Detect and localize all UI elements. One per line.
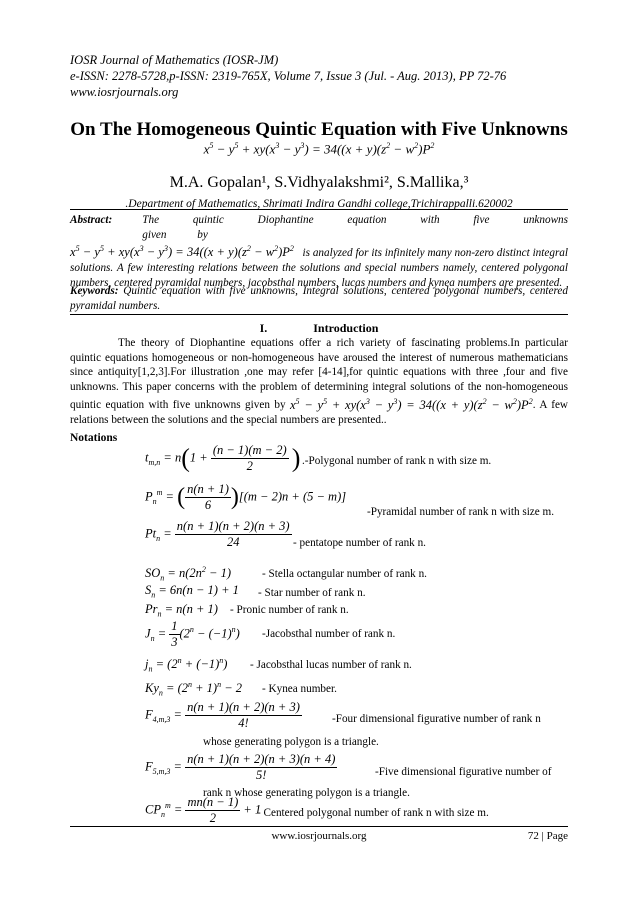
formula-pentatope: $Pt_n$ = $\frac{n(n + 1)(n + 2)(n + 3)}{24}$ [145,519,290,549]
affiliation: .Department of Mathematics, Shrimati Indira Gandhi college,Trichirappalli.620002 [125,198,513,210]
desc-f5-b: rank n whose generating polygon is a triangle. [203,787,410,799]
paper-title: On The Homogeneous Quintic Equation with Five Unknowns [70,119,568,140]
formula-f4: $F_{4,m,3}$ = $\frac{n(n + 1)(n + 2)(n + 3)}{4!}$ [145,700,300,730]
abstract-label: Abstract: [70,214,113,226]
desc-f4-b: whose generating polygon is a triangle. [203,736,379,748]
desc-star: - Star number of rank n. [258,587,366,599]
formula-jacobsthal: $J_n$ = $\frac{1}{3}$ $(2^n - (-1)^n)$ [145,619,240,649]
journal-name: IOSR Journal of Mathematics (IOSR-JM) [70,53,279,67]
intro-paragraph [70,336,568,428]
section-number: I. [259,321,268,335]
notations-label: Notations [70,432,118,444]
section-heading [0,321,638,336]
authors: M.A. Gopalan¹, S.Vidhyalakshmi², S.Mallika,³ [169,174,469,191]
intro-equation: $x^5 - y^5 + xy(x^3 - y^3) = 34((x + y)(z^2 - w^2)P^2$ [289,396,533,412]
desc-polygonal: .-Polygonal number of rank n with size m. [302,455,492,467]
formula-star: $S_n = 6n(n - 1) + 1$ [145,583,239,600]
formula-polygonal: $t_{m,n} = n(1$ + $\frac{(n - 1)(m - 2)}{2}$ ) [145,443,301,473]
desc-f5-a: -Five dimensional figurative number of [375,766,552,778]
footer-rule [70,826,568,827]
formula-stella: $SO_n = n(2n^2 - 1)$ [145,565,231,583]
keywords [70,284,568,313]
keywords-label: Keywords: [70,285,119,297]
desc-pentatope: - pentatope number of rank n. [293,537,426,549]
desc-pronic: - Pronic number of rank n. [230,604,349,616]
abstract-equation: $x^5 - y^5 + xy(x^3 - y^3) = 34((x + y)(z^2 - w^2)P^2$ [70,244,294,260]
intro-text: The theory of Diophantine equations offer a rich variety of fascinating problems.In particular quintic equations homogeneous or non-homogeneous have aroused the interest of numerous mathematicians since antiquity[1,2,3].For illustration ,one may refer [4-14],for quintic equations with three ,four and five unknowns. This paper concerns with the problem of determining integral solutions of the non-homogeneous quintic equation with five unknowns given by [70,337,568,412]
footer-url[interactable]: www.iosrjournals.org [271,830,367,842]
section-title: Introduction [313,321,379,335]
formula-pronic: $Pr_n = n(n + 1)$ [145,602,218,619]
journal-issn: e-ISSN: 2278-5728,p-ISSN: 2319-765X, Volume 7, Issue 3 (Jul. - Aug. 2013), PP 72-76 [70,69,507,83]
journal-header [70,52,506,100]
formula-pyramidal: $P_n^m$ = ( $\frac{n(n + 1)}{6}$ )[(m − 2)n + (5 − m)] [145,482,347,512]
abstract-body: is analyzed for its infinitely many non-zero distinct integral solutions. A few interesting relations between the solutions and special numbers namely, centered polygonal numbers, centered pyramidal numbers, jacobsthal numbers, lucas numbers and kynea numbers are presented. [70,247,568,289]
desc-centered-polygonal: - Centered polygonal number of rank n with size m. [257,807,489,819]
desc-jacobsthal: -Jacobsthal number of rank n. [262,628,396,640]
formula-centered-polygonal: $CP_n^m$ = $\frac{mn(n - 1)}{2}$ + 1 [145,795,262,825]
formula-jacobsthal-lucas: $j_n = (2^n + (-1)^n)$ [145,656,228,674]
footer-page-number: 72 | Page [527,830,568,842]
desc-f4-a: -Four dimensional figurative number of rank n [332,713,541,725]
desc-jacobsthal-lucas: - Jacobsthal lucas number of rank n. [250,659,412,671]
title-equation: $x^5 - y^5 + xy(x^3 - y^3) = 34((x + y)(z^2 - w^2)P^2$ [203,141,435,157]
intro-text-end: . A few relations between the solutions and the special numbers are presented.. [70,399,568,427]
abstract-bottom-rule [70,314,568,315]
abstract [70,213,568,290]
keywords-text: Quintic equation with five unknowns, Integral solutions, centered polygonal numbers, centered pyramidal numbers. [70,285,568,312]
abstract-intro: The quintic Diophantine equation with five unknowns given by [142,214,568,241]
desc-stella: - Stella octangular number of rank n. [262,568,427,580]
formula-f5: $F_{5,m,3}$ = $\frac{n(n + 1)(n + 2)(n + 3)(n + 4)}{5!}$ [145,752,336,782]
formula-kynea: $Ky_n = (2^n + 1)^n - 2$ [145,680,243,698]
journal-url: www.iosrjournals.org [70,85,179,99]
desc-pyramidal: -Pyramidal number of rank n with size m. [367,506,555,518]
desc-kynea: - Kynea number. [262,683,337,695]
abstract-top-rule [70,209,568,210]
